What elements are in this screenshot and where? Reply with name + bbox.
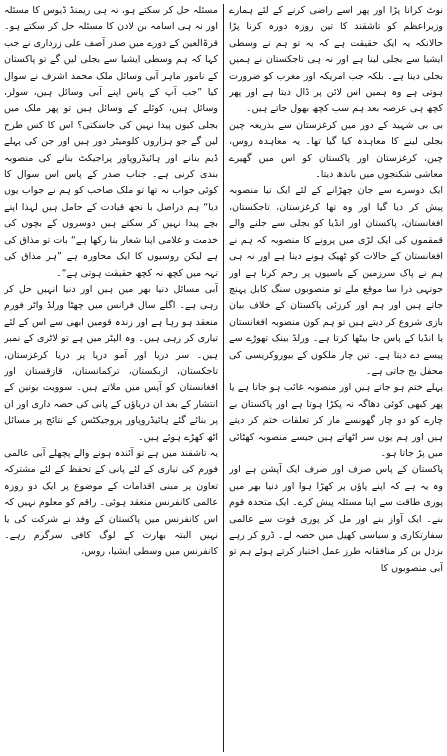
paragraph: پاکستان کے پاس صرف اور صرف ایک آپشن ہے اور وہ یہ ہے کہ اپنے پاؤں پر کھڑا ہوا اور دنیا بھر میں پوری طاقت سے اپنا مسئلہ پیش کرے۔ ایک متحدہ قوم بنے۔ ایک آواز بنے اور مل کر پوری قوت سے عالمی سفارتکاری و سیاسی کھیل میں حصہ لے۔ ڈرو کر رہے بزدل بن کر منافقانہ طرز عمل اختیار کرتے ہوئے ہم تو آبی منصوبوں کا bbox=[229, 464, 443, 574]
paragraph: یہ تاشقند میں ہے تو آئندہ ہونے والے پچھلے آبی عالمی فورم کی تیاری کے لئے پانی کے تحفظ کے لئے مشترکہ تعاون پر مبنی اقدامات کے موضوع پر ایک دو روزہ عالمی کانفرنس منعقد ہوئی۔ راقم کو معلوم نہیں کہ اس کانفرنس میں پاکستان کے وفد نے شرکت کی یا نہیں البتہ بھارت کے لوگ کافی سرگرم رہے۔ کانفرنس میں وسطی ایشیا، روس، bbox=[4, 447, 218, 558]
text-column-left bbox=[4, 3, 218, 753]
paragraph: ایک دوسرے سے جان چھڑانے کے لئے ایک نیا منصوبہ پیش کر دیا گیا اور وہ تھا کرغزستان، تاجکستان، افغانستان، پاکستان اور انڈیا کو بجلی سے جلنے والے قمقموں کی ایک لڑی میں پرونے کا منصوبہ کہ ہم نے افغانستان کے حالات کو ٹھیک ہونے دینا ہے اور نہ ہی ہم نے پاک سرزمین کے باسیوں پر رحم کرنا ہے اور جونہی ذرا سا موقع ملے تو منصوبوں سنگ کابل پہنچ جاتے ہیں اور ہم اور کرزئی پاکستان کے خلاف بیان بازی شروع کر دیتے ہیں تو ہم کون منصوبہ افغانستان یا انڈیا کے پاس جا بیٹھا کرتا ہے۔ ورلڈ بینک تھوڑے سے پیسے دے دیتا ہے۔ تین چار ملکوں کے بیوروکریسی کی محفل بج جاتی ہے۔ bbox=[229, 185, 443, 377]
column-divider bbox=[223, 4, 224, 752]
paragraph: پہلے ختم ہو جاتے ہیں اور منصوبہ غائب ہو جاتا ہے یا پھر کبھی کوئی دھاگہ نہ پکڑا ہوتا ہے اور پاکستان بے چارے کو دو چار گھونسے مار کر تعلقات ختم کر دیتے ہیں اور ہم یوں سر اٹھاتے ہیں جیسے منصوبہ کھٹائی میں پڑ جاتا ہو۔ bbox=[229, 382, 443, 459]
text-column-right bbox=[229, 3, 443, 753]
paragraph: نوٹ کرانا پڑا اور پھر اسے راضی کرنے کے لئے ہمارے وزیراعظم کو تاشقند کا تین روزہ دورہ کرنا پڑا حالانکہ یہ ایک حقیقت ہے کہ یہ تو ہم نے وسطی ایشیا سے بجلی لینا ہے اور نہ ہی تاجکستان نے ہمیں بجلی دینا ہے۔ بلکہ جب امریکہ اور مغرب کو ضرورت ہوتی ہے وہ ہمیں اس لائن پر ڈال دیتا ہے اور پھر کچھ ہی عرصہ بعد ہم سب کچھ بھول جاتے ہیں۔ bbox=[229, 5, 443, 115]
paragraph: بی بی شہید کے دور میں کرغزستان سے بذریعہ چین بجلی لینے کا معاہدہ کیا گیا تھا۔ یہ معاہدہ روس، چین، کرغزستان اور پاکستان کو اس میں گھیرے معاشی شکنجوں میں باندھ دیتا۔ bbox=[229, 119, 443, 181]
paragraph: مسئلہ حل کر سکتے ہو، نہ ہی ریمنڈ ڈیوس کا مسئلہ اور نہ ہی اسامہ بن لادن کا مسئلہ حل کر سکتے ہو۔ قرۃالعین کے دورے میں صدر آصف علی زرداری نے جب کہا کہ ہم وسطی ایشیا سے بجلی لیں گے تو پاکستان کے نامور ماہر آبی وسائل ملک محمد اشرف نے سوال کیا ”جب آپ کے پاس اپنے آبی وسائل ہیں، سولر، وسائل ہیں، کوئلے کے وسائل ہیں تو پھر ملک میں بجلی کیوں پیدا نہیں کی جاسکتی؟ اس کا کس طرح لیں گے جو ہزاروں کلومیٹر دور ہیں اور جن کی پہلے ڈیم بنانے اور ہائیڈروپاور پراجیکٹ بنانے کی منصوبہ بندی کرنی ہے۔ جناب صدر کے پاس اس سوال کا کوئی جواب نہ تھا تو ملک صاحب کو ہم نے جواب یوں دیا“ ہم دراصل با نجھ قیادت کے حامل ہیں لہذا اپنے بچے پیدا نہیں کر سکتے ہیں دوسروں کے بچوں کی خدمت و غلامی اپنا شعار بنا رکھا ہے“ بات تو مذاق کی ہے لیکن روسیوں کا ایک محاورہ ہے ”ہر مذاق کی تہہ میں کچھ نہ کچھ حقیقت ہوتی ہے“۔ bbox=[4, 5, 218, 279]
paragraph: آبی مسائل دنیا بھر میں ہیں اور دنیا انہیں حل کر رہی ہے۔ اگلے سال فرانس میں چھٹا ورلڈ واٹر فورم منعقد ہو رہا ہے اور زندہ قومیں ابھی سے اس کے لئے تیاری کر رہی ہیں۔ وہ الپٹر میں ہے تو لاٹری کے نمبر ہیں۔ سر دریا اور آمو دریا پر دریا کرغزستان، تاجکستان، ازبکستان، ترکمانستان، قازقستان اور افغانستان کو آپس میں ملاتے ہیں۔ سوویت یونین کے انتشار کے بعد ان دریاؤں کے پانی کی حصہ داری اور ان پر بنائے گئے ہائیڈروپاور پروجیکٹس کے نتائج پر مسائل اٹھ کھڑے ہوئے ہیں۔ bbox=[4, 283, 218, 443]
